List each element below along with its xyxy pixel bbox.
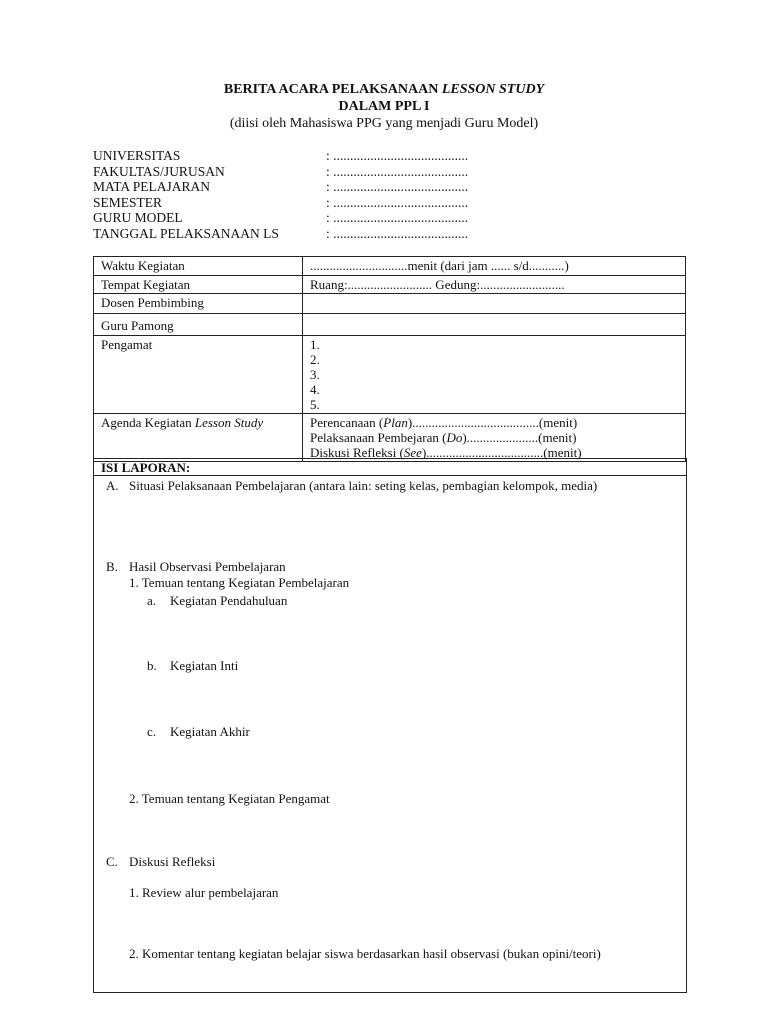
identity-row (93, 164, 513, 180)
identity-value[interactable]: : ........................................ (326, 163, 469, 179)
identity-value[interactable]: : ........................................ (326, 179, 469, 194)
agenda-item[interactable] (310, 415, 678, 430)
agenda-item-italic: Do (446, 430, 463, 445)
section-b1c-text: Kegiatan Akhir (170, 724, 250, 739)
identity-label: GURU MODEL (93, 210, 183, 225)
agenda-item-prefix: Pelaksanaan Pembejaran ( (310, 430, 447, 445)
pengamat-item[interactable]: 5. (310, 397, 320, 412)
section-b1c-marker: c. (147, 724, 157, 739)
section-b1-text: 1. Temuan tentang Kegiatan Pembelajaran (129, 575, 350, 590)
dosen-value[interactable] (303, 294, 686, 314)
report-header-text: ISI LAPORAN: (101, 460, 191, 475)
identity-label: UNIVERSITAS (93, 148, 181, 163)
agenda-item-suffix: )......................(menit) (462, 430, 577, 445)
identity-value[interactable]: : ........................................ (326, 194, 469, 210)
pengamat-item[interactable]: 3. (310, 367, 320, 382)
agenda-item-suffix: ).......................................(menit) (407, 415, 578, 430)
section-b2-text: 2. Temuan tentang Kegiatan Pengamat (129, 791, 330, 806)
section-a-text: Situasi Pelaksanaan Pembelajaran (antara lain: seting kelas, pembagian kelompok, media) (129, 478, 598, 493)
identity-value[interactable]: : ........................................ (326, 225, 469, 241)
agenda-item-italic: See (403, 445, 422, 460)
agenda-item-prefix: Perencanaan ( (310, 415, 384, 430)
identity-label: MATA PELAJARAN (93, 179, 211, 194)
title-italic: LESSON STUDY (441, 82, 545, 97)
table-row (94, 276, 686, 294)
document-title (0, 82, 768, 98)
section-c1-text: 1. Review alur pembelajaran (129, 885, 279, 900)
dosen-label: Dosen Pembimbing (94, 294, 303, 314)
table-row (94, 414, 686, 462)
section-b1b-text: Kegiatan Inti (170, 658, 239, 673)
waktu-value[interactable]: ..............................menit (dari jam ...... s/d...........) (303, 257, 686, 276)
report-box (93, 458, 687, 993)
agenda-item-italic: Plan (383, 415, 408, 430)
report-header (94, 459, 686, 476)
identity-value[interactable]: : ........................................ (326, 148, 469, 163)
agenda-list (303, 414, 686, 462)
identity-row (93, 226, 513, 242)
pamong-label: Guru Pamong (94, 314, 303, 336)
identity-value[interactable]: : ........................................ (326, 210, 469, 225)
document-subtitle: (diisi oleh Mahasiswa PPG yang menjadi Guru Model) (229, 116, 539, 131)
section-c-text: Diskusi Refleksi (129, 854, 216, 869)
tempat-label: Tempat Kegiatan (94, 276, 303, 294)
pengamat-item[interactable]: 1. (310, 337, 320, 352)
section-b1a-text: Kegiatan Pendahuluan (170, 593, 288, 608)
section-c2-text: 2. Komentar tentang kegiatan belajar siswa berdasarkan hasil observasi (bukan opini/teori) (129, 946, 601, 961)
table-row (94, 294, 686, 314)
identity-block (93, 148, 513, 241)
waktu-label: Waktu Kegiatan (94, 257, 303, 276)
table-row (94, 257, 686, 276)
identity-label: SEMESTER (93, 194, 163, 210)
identity-row (93, 195, 513, 211)
section-a-marker: A. (106, 478, 119, 493)
agenda-label-prefix: Agenda Kegiatan (101, 415, 195, 430)
section-c-marker: C. (106, 854, 118, 869)
section-b1b-marker: b. (147, 658, 157, 673)
section-b-text: Hasil Observasi Pembelajaran (129, 559, 286, 574)
agenda-label-italic: Lesson Study (194, 415, 264, 430)
identity-row (93, 179, 513, 195)
identity-row (93, 148, 513, 164)
identity-row (93, 210, 513, 226)
section-b-marker: B. (106, 559, 118, 574)
table-row (94, 336, 686, 414)
table-row (94, 314, 686, 336)
tempat-value[interactable]: Ruang:.......................... Gedung:.......................... (303, 276, 686, 294)
identity-label: FAKULTAS/JURUSAN (93, 163, 225, 179)
agenda-item-suffix: )....................................(menit) (421, 445, 582, 460)
agenda-label (94, 414, 303, 462)
agenda-item-prefix: Diskusi Refleksi ( (310, 445, 404, 460)
document-title-line2: DALAM PPL I (338, 99, 430, 114)
pengamat-label: Pengamat (94, 336, 303, 414)
title-prefix: BERITA ACARA PELAKSANAAN (223, 82, 442, 97)
pengamat-list (303, 336, 686, 414)
agenda-item[interactable] (310, 430, 678, 445)
section-b1a-marker: a. (147, 593, 157, 608)
identity-label: TANGGAL PELAKSANAAN LS (93, 225, 279, 241)
pamong-value[interactable] (303, 314, 686, 336)
info-table (93, 256, 686, 462)
pengamat-item[interactable]: 2. (310, 352, 320, 367)
pengamat-item[interactable]: 4. (310, 382, 320, 397)
